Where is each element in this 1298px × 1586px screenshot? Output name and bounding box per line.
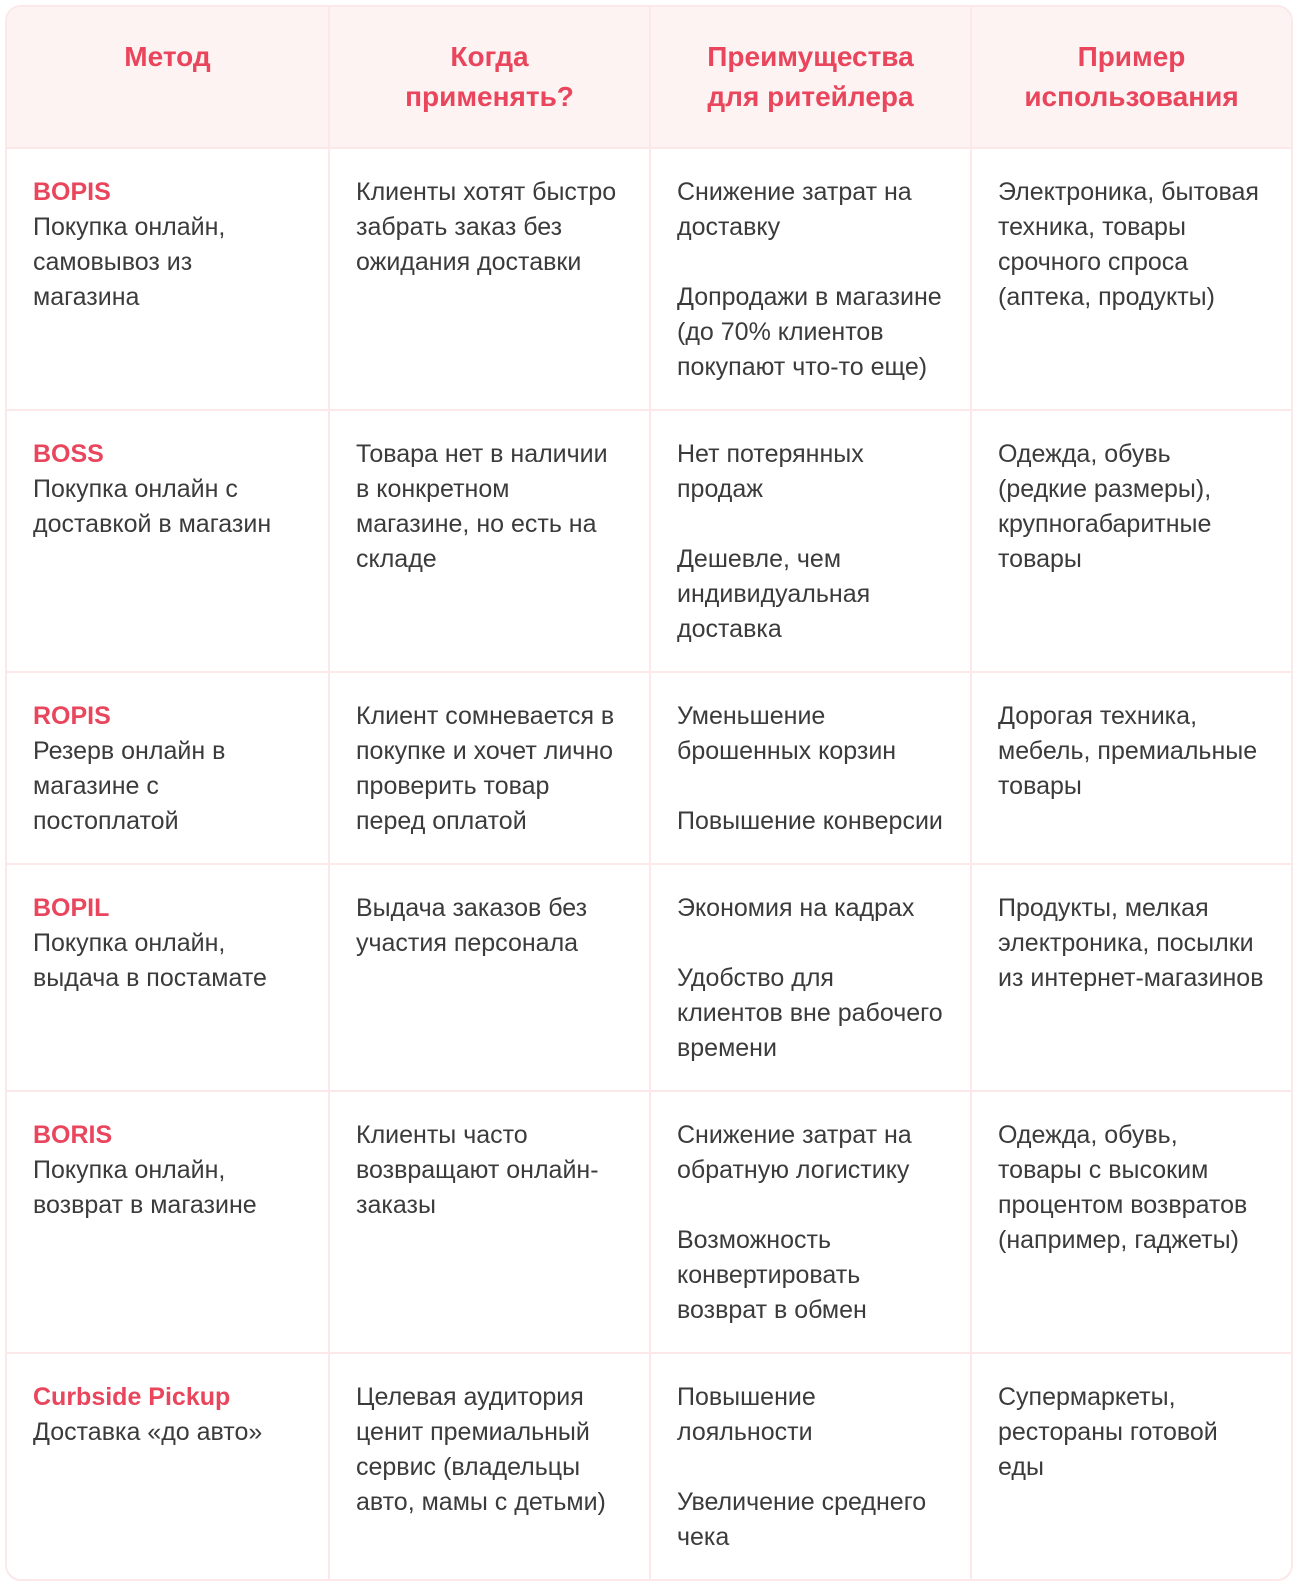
method-description: Резерв онлайн в магазине с постоплатой [33,737,226,835]
table-row [7,1090,1291,1352]
method-description: Покупка онлайн, выдача в постамате [33,929,267,992]
when-cell [328,673,649,863]
method-cell [7,1354,328,1579]
method-description: Покупка онлайн, возврат в магазине [33,1156,257,1219]
when-cell [328,149,649,409]
cell-paragraph: Допродажи в магазине (до 70% клиентов покупают что-то еще) [677,283,942,381]
method-cell [7,149,328,409]
table-row [7,671,1291,863]
when-cell [328,411,649,671]
benefits-cell [649,673,970,863]
table-body [7,147,1291,1579]
when-cell [328,865,649,1090]
cell-paragraph: Экономия на кадрах [677,894,915,922]
cell-paragraph: Возможность конвертировать возврат в обмен [677,1226,867,1324]
cell-paragraph: Повышение лояльности [677,1383,816,1446]
column-header-example: Пример использования [970,7,1291,147]
cell-paragraph: Продукты, мелкая электроника, посылки из интернет-магазинов [998,894,1264,992]
cell-paragraph: Клиенты хотят быстро забрать заказ без ожидания доставки [356,178,617,276]
cell-paragraph: Целевая аудитория ценит премиальный сервис (владельцы авто, мамы с детьми) [356,1383,606,1516]
cell-paragraph: Уменьшение брошенных корзин [677,702,897,765]
method-name: Curbside Pickup [33,1383,231,1411]
table-row [7,863,1291,1090]
cell-paragraph: Супермаркеты, рестораны готовой еды [998,1383,1218,1481]
method-description: Покупка онлайн, самовывоз из магазина [33,213,226,311]
cell-paragraph: Снижение затрат на обратную логистику [677,1121,912,1184]
cell-paragraph: Нет потерянных продаж [677,440,864,503]
column-header-when: Когда применять? [328,7,649,147]
pickup-methods-table [5,5,1293,1581]
cell-paragraph: Удобство для клиентов вне рабочего времени [677,964,943,1062]
table-header-row [7,7,1291,147]
when-cell [328,1092,649,1352]
cell-paragraph: Одежда, обувь, товары с высоким процентом возвратов (например, гаджеты) [998,1121,1248,1254]
method-name: BOPIS [33,178,111,206]
column-header-method: Метод [124,41,211,72]
method-name: ROPIS [33,702,111,730]
table-row [7,1352,1291,1579]
benefits-cell [649,411,970,671]
example-cell [970,411,1291,671]
column-header-benefits: Преимущества для ритейлера [649,7,970,147]
method-name: BOSS [33,440,104,468]
benefits-cell [649,865,970,1090]
method-name: BORIS [33,1121,113,1149]
example-cell [970,1092,1291,1352]
cell-paragraph: Повышение конверсии [677,807,943,835]
cell-paragraph: Снижение затрат на доставку [677,178,912,241]
when-cell [328,1354,649,1579]
cell-paragraph: Дорогая техника, мебель, премиальные товары [998,702,1258,800]
cell-paragraph: Товара нет в наличии в конкретном магазине, но есть на складе [356,440,608,573]
method-name: BOPIL [33,894,110,922]
benefits-cell [649,1354,970,1579]
example-cell [970,149,1291,409]
cell-paragraph: Увеличение среднего чека [677,1488,927,1551]
table-row [7,147,1291,409]
method-description: Покупка онлайн с доставкой в магазин [33,475,272,538]
cell-paragraph: Дешевле, чем индивидуальная доставка [677,545,871,643]
method-cell [7,673,328,863]
cell-paragraph: Выдача заказов без участия персонала [356,894,588,957]
benefits-cell [649,149,970,409]
cell-paragraph: Одежда, обувь (редкие размеры), крупногабаритные товары [998,440,1212,573]
method-cell [7,865,328,1090]
cell-paragraph: Электроника, бытовая техника, товары срочного спроса (аптека, продукты) [998,178,1259,311]
example-cell [970,673,1291,863]
method-description: Доставка «до авто» [33,1418,263,1446]
cell-paragraph: Клиенты часто возвращают онлайн-заказы [356,1121,599,1219]
benefits-cell [649,1092,970,1352]
example-cell [970,865,1291,1090]
cell-paragraph: Клиент сомневается в покупке и хочет лично проверить товар перед оплатой [356,702,615,835]
method-cell [7,411,328,671]
table-row [7,409,1291,671]
method-cell [7,1092,328,1352]
example-cell [970,1354,1291,1579]
